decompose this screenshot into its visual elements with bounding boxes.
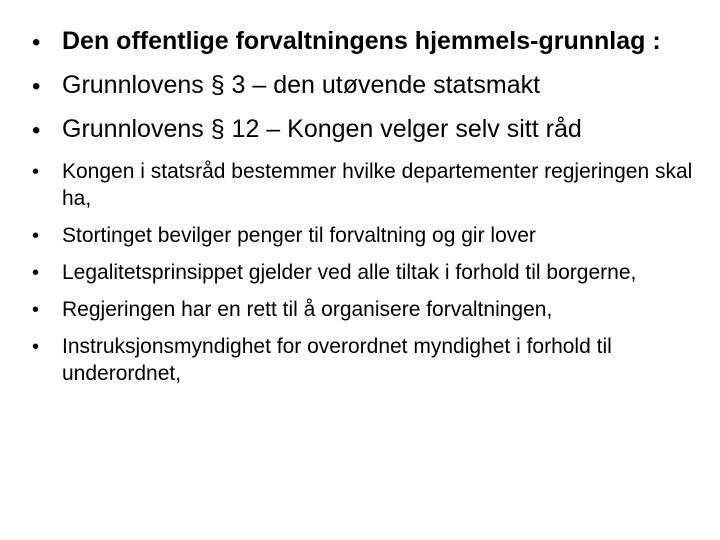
bullet-icon: • [32,117,41,144]
bullet-icon: • [32,299,40,321]
bullet-text: Stortinget bevilger penger til forvaltning og gir lover [62,224,536,247]
bullet-text: Instruksjonsmyndighet for overordnet myndighet i forhold til underordnet, [62,335,612,385]
bullet-icon: • [32,262,40,284]
bullet-item-heading [30,26,700,56]
bullet-list [30,26,700,387]
bullet-item [30,70,700,100]
bullet-item [30,259,700,286]
bullet-item [30,222,700,249]
bullet-text: Legalitetsprinsippet gjelder ved alle tiltak i forhold til borgerne, [62,261,637,284]
bullet-icon: • [32,225,40,247]
bullet-text: Kongen i statsråd bestemmer hvilke departementer regjeringen skal ha, [62,160,693,210]
bullet-text: Grunnlovens § 12 – Kongen velger selv sitt råd [62,115,582,143]
bullet-item [30,158,700,212]
bullet-icon: • [32,73,41,100]
bullet-item [30,114,700,144]
bullet-icon: • [32,336,40,358]
bullet-text: Grunnlovens § 3 – den utøvende statsmakt [62,71,541,99]
bullet-text: Regjeringen har en rett til å organisere forvaltningen, [62,298,553,321]
bullet-icon: • [32,29,41,56]
bullet-item [30,333,700,387]
bullet-icon: • [32,161,40,183]
bullet-item [30,296,700,323]
bullet-text: Den offentlige forvaltningens hjemmels-grunnlag : [62,27,661,55]
